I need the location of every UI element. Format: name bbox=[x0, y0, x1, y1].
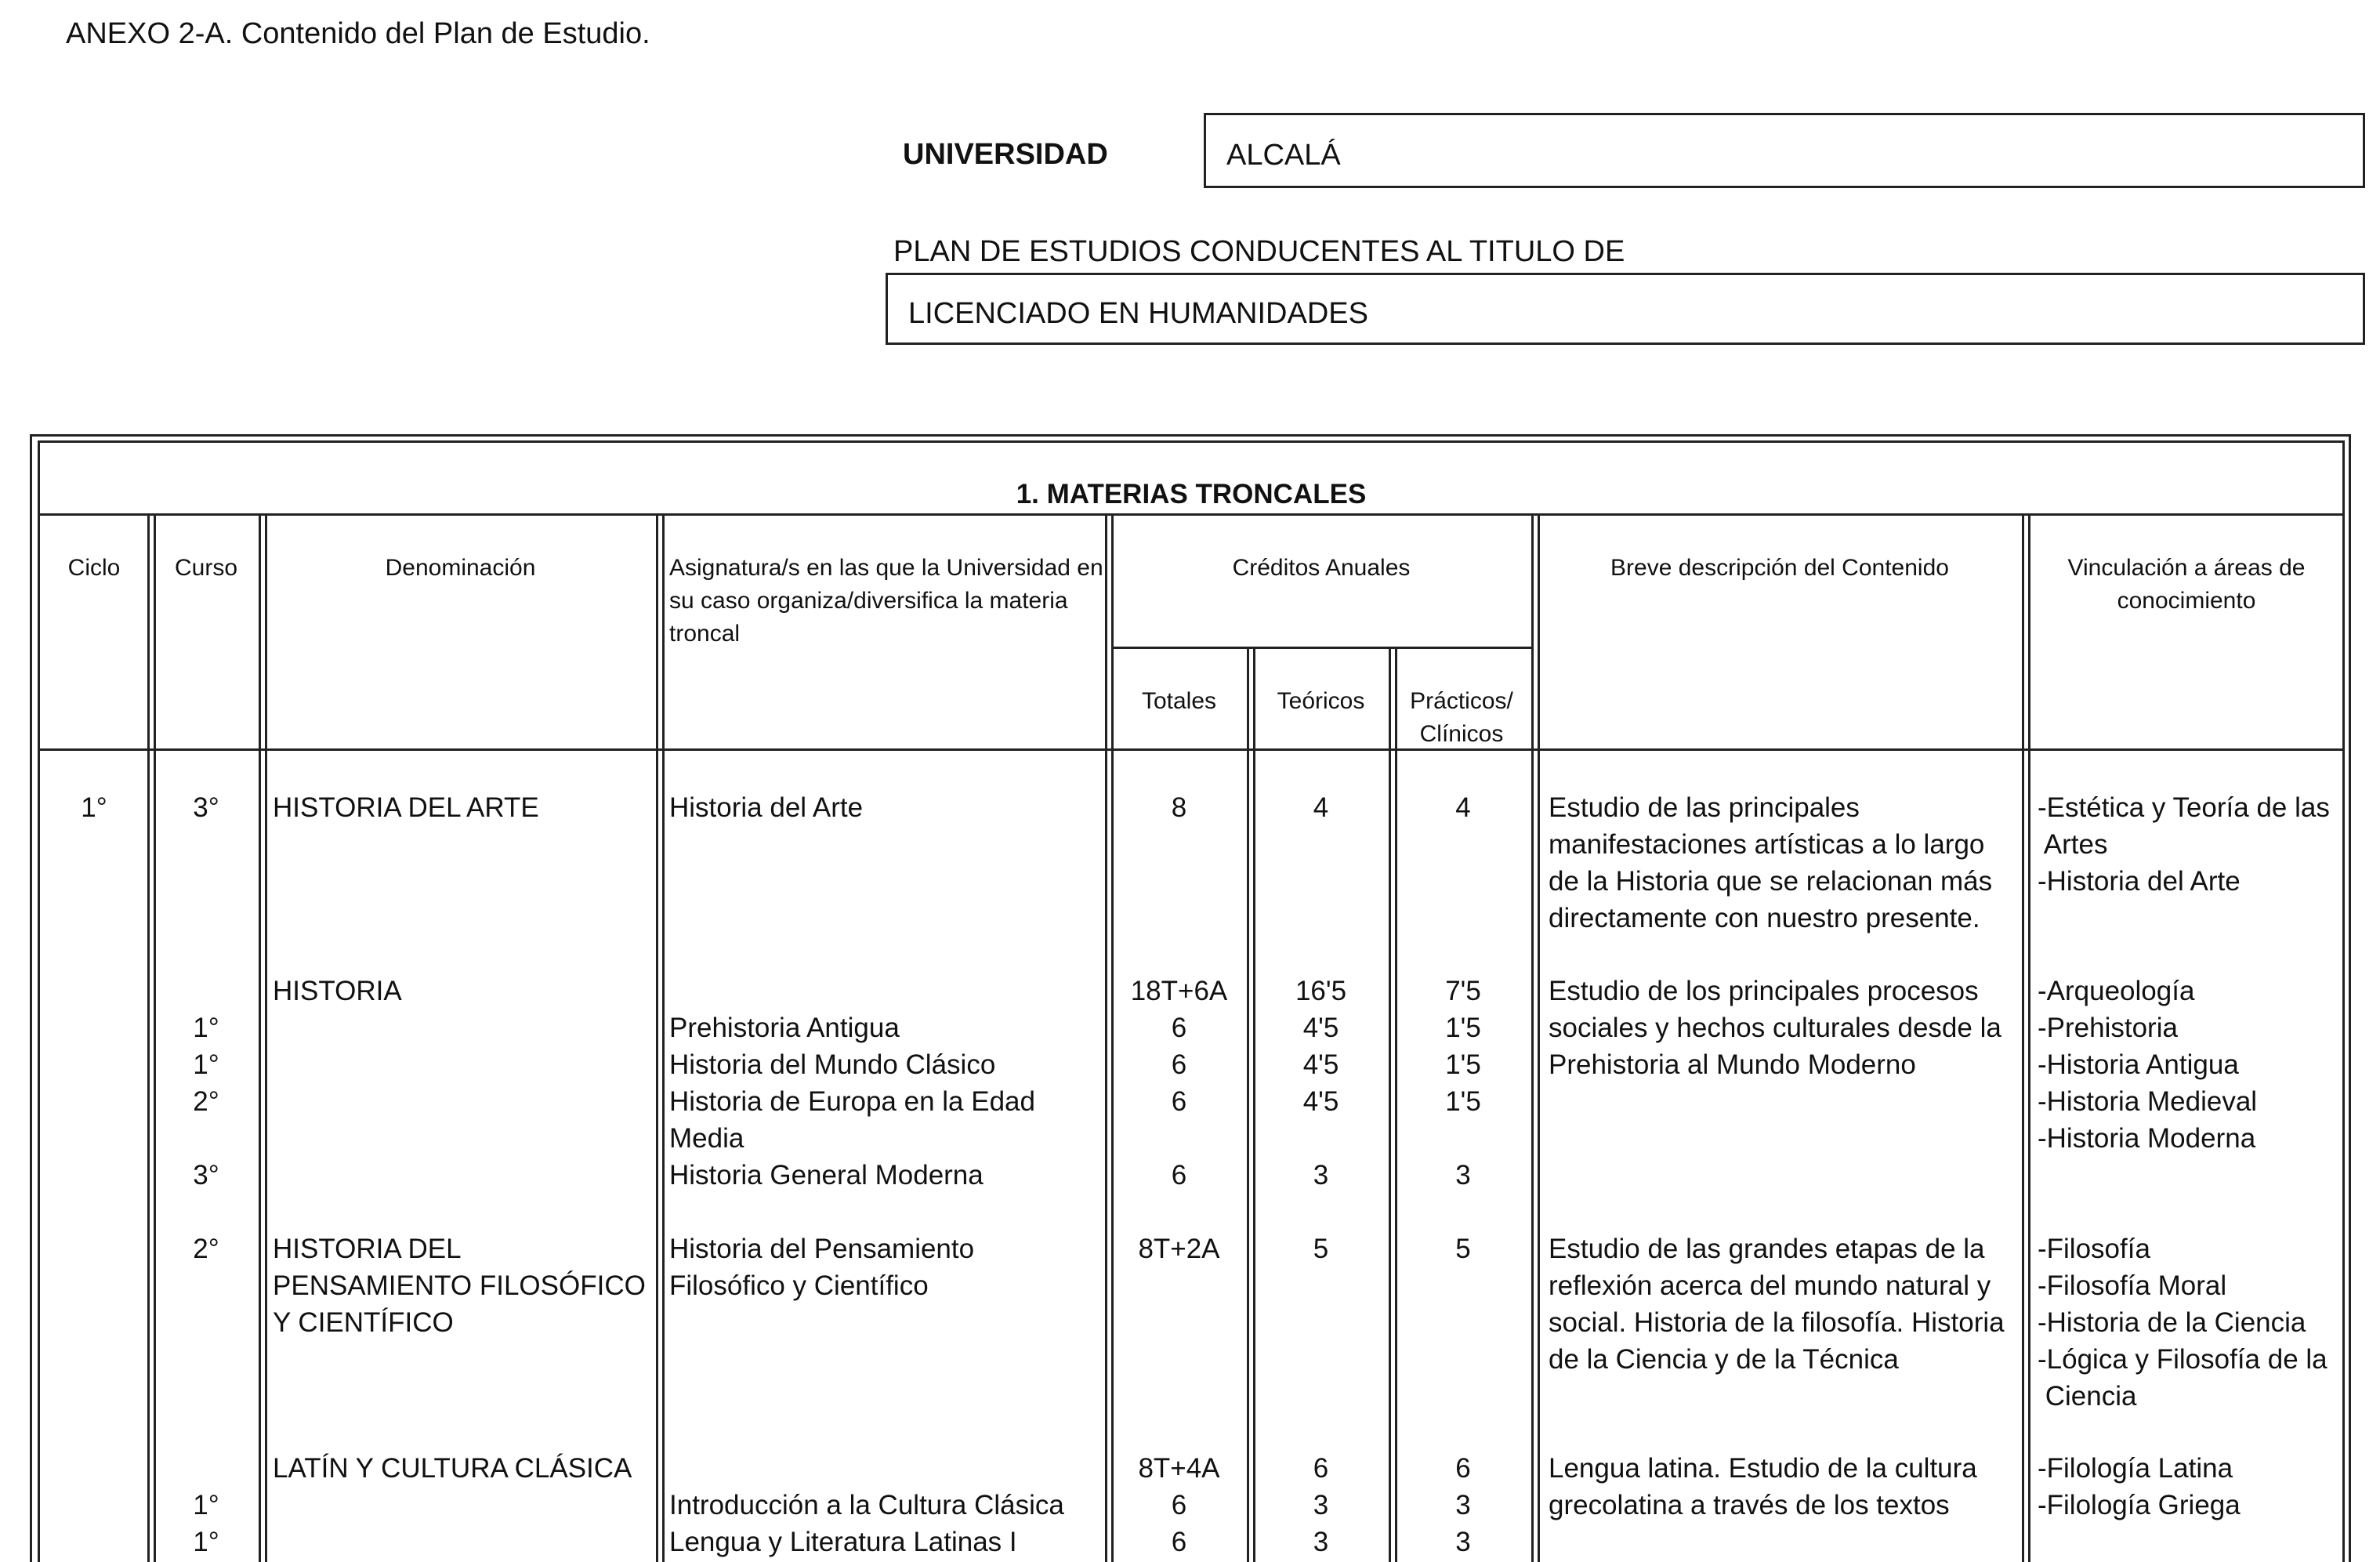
vinculacion-line: -Historia Medieval bbox=[2038, 1086, 2258, 1117]
university-value: ALCALÁ bbox=[1226, 139, 1341, 172]
asignatura-cell: Introducción a la Cultura Clásica bbox=[669, 1490, 1064, 1520]
totales-cell: 6 bbox=[1171, 1049, 1187, 1080]
university-label: UNIVERSIDAD bbox=[903, 138, 1108, 171]
descripcion-line: Estudio de las principales bbox=[1549, 792, 1860, 823]
denominacion-line: PENSAMIENTO FILOSÓFICO bbox=[273, 1270, 646, 1301]
denominacion-line: HISTORIA DEL bbox=[273, 1234, 462, 1264]
header-descripcion: Breve descripción del Contenido bbox=[1610, 555, 1949, 581]
teoricos-cell: 5 bbox=[1313, 1234, 1329, 1264]
teoricos-cell: 3 bbox=[1313, 1527, 1329, 1557]
descripcion-line: Estudio de las grandes etapas de la bbox=[1549, 1234, 1985, 1264]
vinculacion-line: -Historia Antigua bbox=[2038, 1049, 2239, 1080]
vinculacion-line: -Historia de la Ciencia bbox=[2038, 1307, 2306, 1338]
totales-cell: 6 bbox=[1171, 1086, 1187, 1117]
asignatura-cell: Historia General Moderna bbox=[669, 1160, 984, 1191]
teoricos-cell: 3 bbox=[1313, 1160, 1329, 1191]
descripcion-line: directamente con nuestro presente. bbox=[1549, 903, 1980, 933]
teoricos-cell: 4 bbox=[1313, 792, 1329, 823]
denominacion-cell: LATÍN Y CULTURA CLÁSICA bbox=[273, 1453, 632, 1484]
header-vinculacion: Vinculación a áreas de conocimiento bbox=[2067, 555, 2306, 614]
teoricos-cell: 4'5 bbox=[1302, 1013, 1339, 1043]
university-box bbox=[1204, 113, 2365, 188]
denominacion-cell: HISTORIA bbox=[273, 976, 402, 1006]
totales-cell: 6 bbox=[1171, 1527, 1187, 1557]
vinculacion-line: -Estética y Teoría de las bbox=[2038, 792, 2330, 823]
teoricos-cell: 16'5 bbox=[1295, 976, 1347, 1006]
header-practicos: Prácticos/ Clínicos bbox=[1410, 688, 1513, 747]
asignatura-cell: Historia de Europa en la Edad bbox=[669, 1086, 1035, 1117]
header-asignatura: Asignatura/s en las que la Universidad en su caso organiza/diversifica la materia troncal bbox=[669, 555, 1103, 647]
practicos-cell: 3 bbox=[1455, 1160, 1471, 1191]
denominacion-cell: HISTORIA DEL ARTE bbox=[273, 792, 539, 823]
totales-cell: 8T+2A bbox=[1138, 1234, 1220, 1264]
descripcion-line: manifestaciones artísticas a lo largo bbox=[1549, 829, 1985, 860]
practicos-cell: 7'5 bbox=[1445, 976, 1481, 1006]
header-ciclo: Ciclo bbox=[67, 555, 121, 581]
descripcion-line: social. Historia de la filosofía. Historia bbox=[1549, 1307, 2005, 1338]
descripcion-line: grecolatina a través de los textos bbox=[1549, 1490, 1950, 1520]
plan-value: LICENCIADO EN HUMANIDADES bbox=[908, 297, 1368, 330]
teoricos-cell: 4'5 bbox=[1302, 1049, 1339, 1080]
plan-label: PLAN DE ESTUDIOS CONDUCENTES AL TITULO DE bbox=[893, 235, 1625, 268]
ciclo-value: 1° bbox=[81, 792, 107, 823]
descripcion-line: sociales y hechos culturales desde la bbox=[1549, 1013, 2001, 1043]
teoricos-cell: 4'5 bbox=[1302, 1086, 1339, 1117]
teoricos-cell: 3 bbox=[1313, 1490, 1329, 1520]
totales-cell: 6 bbox=[1171, 1490, 1187, 1520]
header-teoricos: Teóricos bbox=[1277, 688, 1365, 714]
section-title: 1. MATERIAS TRONCALES bbox=[1016, 479, 1367, 509]
header-totales: Totales bbox=[1141, 688, 1217, 714]
curso-cell: 2° bbox=[193, 1086, 219, 1117]
vinculacion-line: Ciencia bbox=[2038, 1381, 2137, 1412]
curso-cell: 1° bbox=[193, 1527, 219, 1557]
descripcion-line: Estudio de los principales procesos bbox=[1549, 976, 1979, 1006]
plan-box bbox=[886, 273, 2365, 345]
header-curso: Curso bbox=[174, 555, 238, 581]
curso-cell: 1° bbox=[193, 1049, 219, 1080]
curso-cell: 2° bbox=[193, 1234, 219, 1264]
descripcion-line: reflexión acerca del mundo natural y bbox=[1549, 1270, 1991, 1301]
practicos-cell: 1'5 bbox=[1445, 1049, 1481, 1080]
curso-cell: 1° bbox=[193, 1490, 219, 1520]
totales-cell: 8T+4A bbox=[1138, 1453, 1220, 1484]
descripcion-line: de la Ciencia y de la Técnica bbox=[1549, 1344, 1899, 1375]
denominacion-line: Y CIENTÍFICO bbox=[273, 1307, 454, 1338]
teoricos-cell: 6 bbox=[1313, 1453, 1329, 1484]
totales-cell: 6 bbox=[1171, 1013, 1187, 1043]
vinculacion-line: -Lógica y Filosofía de la bbox=[2038, 1344, 2327, 1375]
vinculacion-line: -Filosofía Moral bbox=[2038, 1270, 2227, 1301]
asignatura-line: Historia del Pensamiento bbox=[669, 1234, 975, 1264]
vinculacion-line: -Historia Moderna bbox=[2038, 1123, 2256, 1154]
vinculacion-line: Artes bbox=[2038, 829, 2108, 860]
vinculacion-line: -Filología Griega bbox=[2038, 1490, 2241, 1520]
asignatura-cell: Lengua y Literatura Latinas I bbox=[669, 1527, 1017, 1557]
vinculacion-line: -Historia del Arte bbox=[2038, 866, 2241, 897]
asignatura-cell: Historia del Mundo Clásico bbox=[669, 1049, 996, 1080]
totales-cell: 18T+6A bbox=[1130, 976, 1228, 1006]
curso-cell: 3° bbox=[193, 792, 219, 823]
asignatura-cell: Media bbox=[669, 1123, 744, 1154]
vinculacion-line: -Prehistoria bbox=[2038, 1013, 2178, 1043]
curso-cell: 1° bbox=[193, 1013, 219, 1043]
descripcion-line: de la Historia que se relacionan más bbox=[1549, 866, 1993, 897]
annex-title: ANEXO 2-A. Contenido del Plan de Estudio. bbox=[66, 17, 650, 50]
vinculacion-line: -Filosofía bbox=[2038, 1234, 2150, 1264]
practicos-cell: 1'5 bbox=[1445, 1086, 1481, 1117]
header-creditos: Créditos Anuales bbox=[1232, 555, 1411, 581]
totales-cell: 8 bbox=[1171, 792, 1187, 823]
practicos-cell: 3 bbox=[1455, 1490, 1471, 1520]
descripcion-line: Lengua latina. Estudio de la cultura bbox=[1549, 1453, 1977, 1484]
practicos-cell: 6 bbox=[1455, 1453, 1471, 1484]
practicos-cell: 5 bbox=[1455, 1234, 1471, 1264]
header-denominacion: Denominación bbox=[385, 555, 536, 581]
descripcion-line: Prehistoria al Mundo Moderno bbox=[1549, 1049, 1916, 1080]
curso-cell: 3° bbox=[193, 1160, 219, 1191]
asignatura-cell: Prehistoria Antigua bbox=[669, 1013, 900, 1043]
practicos-cell: 4 bbox=[1455, 792, 1471, 823]
practicos-cell: 1'5 bbox=[1445, 1013, 1481, 1043]
vinculacion-line: -Arqueología bbox=[2038, 976, 2195, 1006]
vinculacion-line: -Filología Latina bbox=[2038, 1453, 2233, 1484]
asignatura-cell: Historia del Arte bbox=[669, 792, 864, 823]
totales-cell: 6 bbox=[1171, 1160, 1187, 1191]
practicos-cell: 3 bbox=[1455, 1527, 1471, 1557]
asignatura-line: Filosófico y Científico bbox=[669, 1270, 929, 1301]
